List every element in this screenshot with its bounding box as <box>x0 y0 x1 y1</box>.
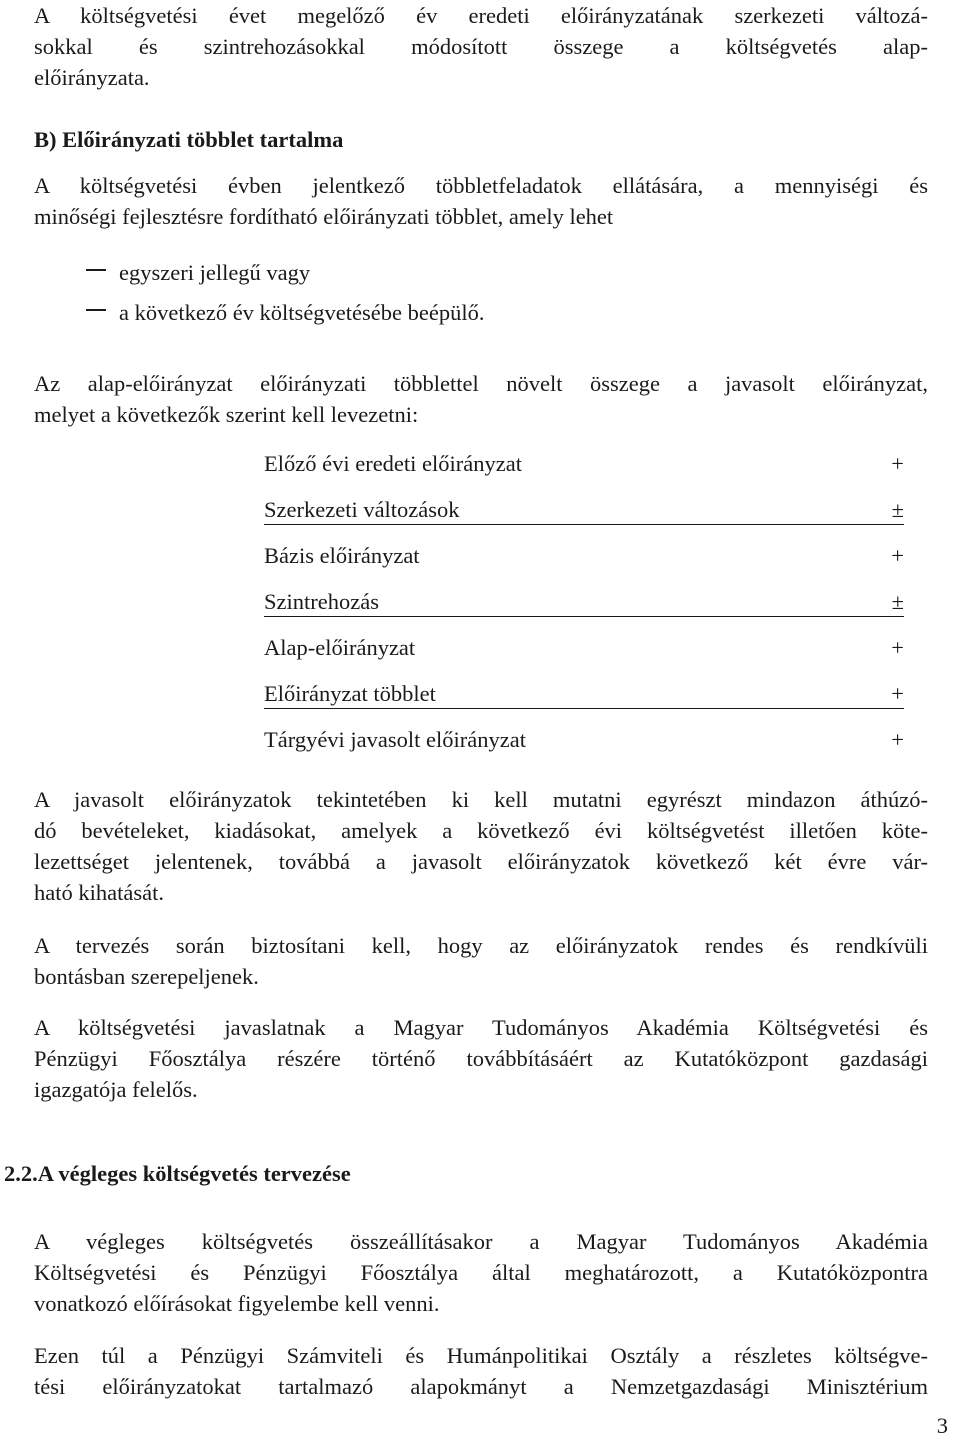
text-line: sokkal és szintrehozásokkal módosított összege a költségvetés alap- <box>34 34 928 59</box>
list-item-text: a következő év költségvetésébe beépülő. <box>119 299 485 325</box>
text-line: bontásban szerepeljenek. <box>34 964 259 989</box>
calc-row <box>264 721 904 767</box>
dash-bullet-icon <box>86 269 106 271</box>
text-line: tési előirányzatokat tartalmazó alapokmányt a Nemzetgazdasági Minisztérium <box>34 1374 928 1399</box>
calc-row <box>264 675 904 721</box>
text-line: vonatkozó előírásokat figyelembe kell venni. <box>34 1291 440 1316</box>
text-line: előirányzata. <box>34 65 150 90</box>
intro-paragraph <box>34 0 928 93</box>
calc-label: Bázis előirányzat <box>264 543 420 568</box>
calc-row <box>264 583 904 629</box>
text-line: Az alap-előirányzat előirányzati többlettel növelt összege a javasolt előirányzat, <box>34 371 928 396</box>
calc-sign: + <box>891 543 904 568</box>
tervezes-paragraph <box>34 930 928 992</box>
calc-label: Tárgyévi javasolt előirányzat <box>264 727 526 752</box>
list-item <box>86 252 484 292</box>
section-b-heading: B) Előirányzati többlet tartalma <box>34 127 344 152</box>
section-2-2-heading: 2.2.A végleges költségvetés tervezése <box>4 1161 351 1186</box>
text-line: melyet a következők szerint kell levezetni: <box>34 402 419 427</box>
text-line: lezettséget jelentenek, továbbá a javasolt előirányzatok következő két évre vár- <box>34 849 928 874</box>
calc-sign: + <box>891 451 904 476</box>
calc-sign: + <box>891 681 904 706</box>
page-number: 3 <box>936 1413 948 1438</box>
text-line: Költségvetési és Pénzügyi Főosztálya által meghatározott, a Kutatóközpontra <box>34 1260 928 1285</box>
calc-label: Szintrehozás <box>264 589 379 614</box>
calc-row <box>264 629 904 675</box>
text-line: A költségvetési évet megelőző év eredeti előirányzatának szerkezeti változá- <box>34 3 928 28</box>
text-line: A végleges költségvetés összeállításakor a Magyar Tudományos Akadémia <box>34 1229 928 1254</box>
list-item <box>86 292 484 332</box>
calculation-table <box>264 445 904 767</box>
calc-sign: ± <box>891 589 904 614</box>
text-line: A költségvetési évben jelentkező többletfeladatok ellátására, a mennyiségi és <box>34 173 928 198</box>
calc-row <box>264 537 904 583</box>
alap-paragraph <box>34 368 928 430</box>
list-item-text: egyszeri jellegű vagy <box>119 259 311 285</box>
text-line: A javasolt előirányzatok tekintetében ki kell mutatni egyrészt mindazon áthúzó- <box>34 787 928 812</box>
calc-label: Szerkezeti változások <box>264 497 460 522</box>
calc-sign: + <box>891 727 904 752</box>
dash-bullet-icon <box>86 309 106 311</box>
section-b-paragraph <box>34 170 928 232</box>
text-line: Pénzügyi Főosztálya részére történő továbbításáért az Kutatóközpont gazdasági <box>34 1046 928 1071</box>
ezen-tul-paragraph <box>34 1340 928 1402</box>
text-line: igazgatója felelős. <box>34 1077 198 1102</box>
vegleges-paragraph <box>34 1226 928 1319</box>
calc-label: Előirányzat többlet <box>264 681 436 706</box>
javasolt-paragraph <box>34 784 928 908</box>
calc-sign: ± <box>891 497 904 522</box>
kv-javaslat-paragraph <box>34 1012 928 1105</box>
text-line: minőségi fejlesztésre fordítható előirányzati többlet, amely lehet <box>34 204 614 229</box>
calc-label: Alap-előirányzat <box>264 635 416 660</box>
text-line: dó bevételeket, kiadásokat, amelyek a következő évi költségvetést illetően köte- <box>34 818 928 843</box>
text-line: Ezen túl a Pénzügyi Számviteli és Humánpolitikai Osztály a részletes költségve- <box>34 1343 928 1368</box>
calc-label: Előző évi eredeti előirányzat <box>264 451 522 476</box>
text-line: A költségvetési javaslatnak a Magyar Tudományos Akadémia Költségvetési és <box>34 1015 928 1040</box>
calc-sign: + <box>891 635 904 660</box>
text-line: ható kihatását. <box>34 880 164 905</box>
calc-row <box>264 445 904 491</box>
text-line: A tervezés során biztosítani kell, hogy az előirányzatok rendes és rendkívüli <box>34 933 928 958</box>
section-b-list <box>86 252 484 332</box>
calc-row <box>264 491 904 537</box>
